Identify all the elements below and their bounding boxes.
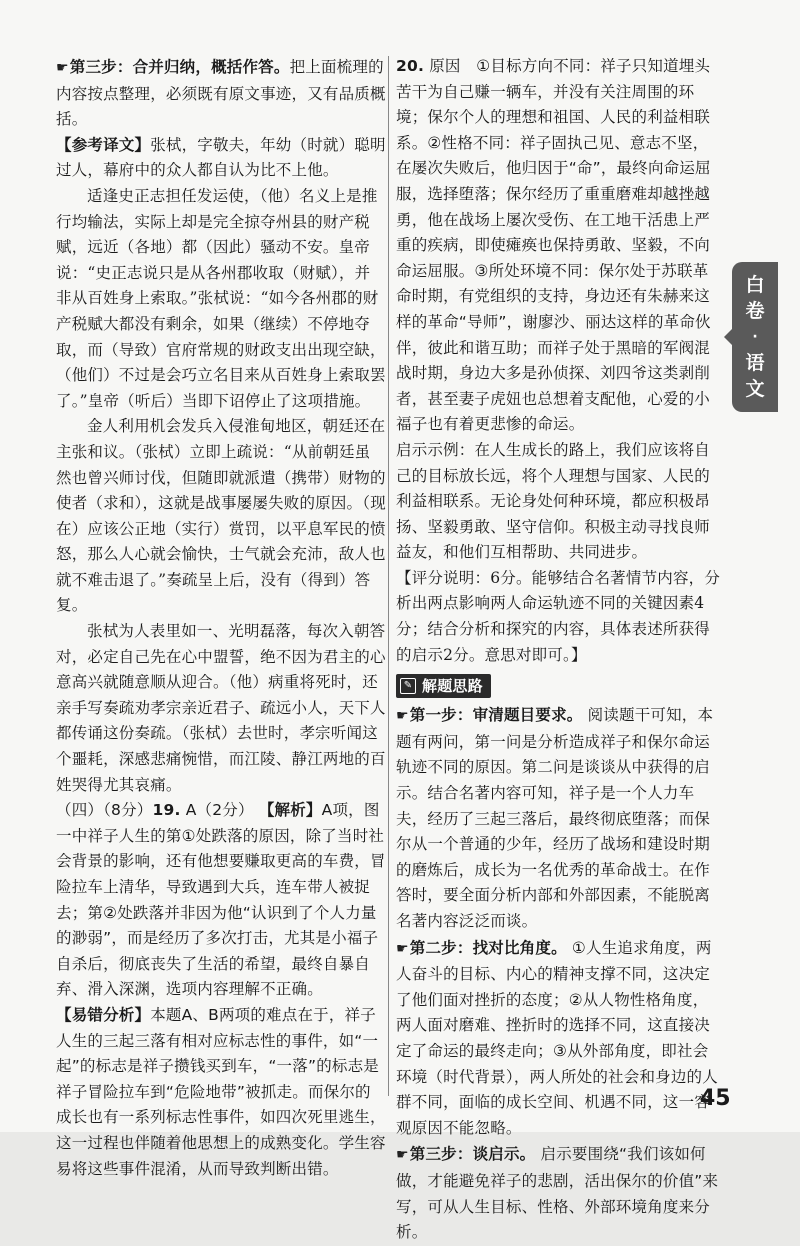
q19-answer: A（2分） [185, 801, 254, 820]
right-step2 [396, 935, 722, 1142]
right-column [396, 54, 722, 1246]
thinking-heading-label: 解题思路 [422, 677, 483, 696]
right-step1-label: 第一步：审清题目要求。 [409, 705, 583, 725]
score-note: 【评分说明：6分。能够结合名著情节内容，分析出两点影响两人命运轨迹不同的关键因素4分；结合分析和探究的内容，具体表述所获得的启示2分。意思对即可。】 [396, 568, 721, 664]
q19-number: 19. [152, 801, 181, 820]
hand-pointing-icon: ☛ [396, 1147, 409, 1164]
error-analysis-label: 【易错分析】 [56, 1005, 151, 1024]
right-step1-text: 阅读题干可知，本题有两问，第一问是分析造成祥子和保尔命运轨迹不同的原因。第二问是谈谈从中获得的启示。结合名著内容可知，祥子是一个人力车夫，经历了三起三落后，最终彻底堕落；而保尔从一个普通的少年，经历了战场和建设时期的磨炼后，成长为一名优秀的革命战士。在作答时，要全面分析内部和外部因素，不能脱离名著内容泛泛而谈。 [396, 706, 714, 930]
hand-pointing-icon: ☛ [56, 60, 69, 76]
side-tab-dot: · [752, 329, 758, 345]
side-tab-char-3: 语 [745, 352, 765, 374]
translation-p1-text: 张栻，字敬夫，年幼（时就）聪明过人，幕府中的众人都自认为比不上他。 [56, 135, 386, 180]
question-19 [56, 798, 386, 1003]
translation-p4: 张栻为人表里如一、光明磊落，每次入朝答对，必定自己先在心中盟誓，绝不因为君主的心意高兴就随意顺从迎合。（他）病重将死时，还亲手写奏疏劝孝宗亲近君子、疏远小人，天下人都传诵这份奏疏。（张栻）去世时，孝宗听闻这个噩耗，深感悲痛惋惜，而江陵、静江两地的百姓哭得尤其哀痛。 [56, 622, 386, 794]
translation-label: 【参考译文】 [56, 135, 151, 154]
left-step3-text: 把上面梳理的内容按点整理，必须既有原文事迹，又有品质概括。 [56, 58, 386, 129]
side-tab-char-1: 白 [745, 274, 765, 296]
hand-pointing-icon: ☛ [396, 940, 409, 957]
thinking-heading [396, 674, 491, 698]
left-step3 [56, 54, 386, 133]
right-step3-text: 启示要围绕“我们该如何做，才能避免祥子的悲剧，活出保尔的价值”来写，可从人生目标、性格、外部环境角度来分析。 [396, 1145, 719, 1242]
right-step3 [396, 1141, 722, 1245]
right-step1 [396, 702, 722, 934]
page-number: 45 [700, 1086, 731, 1111]
inspiration-example: 启示示例：在人生成长的路上，我们应该将自己的目标放长远，将个人理想与国家、人民的利益相联系。无论身处何种环境，都应积极昂扬、坚毅勇敢、坚守信仰。积极主动寻找良师益友，和他们互相帮助、共同进步。 [396, 440, 711, 562]
right-step2-label: 第二步：找对比角度。 [409, 937, 567, 957]
tab-arrow-icon [724, 328, 733, 346]
pencil-note-icon: ✎ [400, 678, 416, 694]
translation-p1 [56, 133, 386, 184]
right-step2-text: ①人生追求角度，两人奋斗的目标、内心的精神支撑不同，这决定了他们面对挫折的态度；②从人物性格角度，两人面对磨难、挫折时的选择不同，这直接决定了命运的最终走向；③从外部角度，即社会环境（时代背景），两人所处的社会和身边的人群不同，面临的成长空间、机遇不同，这一客观原因不能忽略。 [396, 938, 718, 1137]
analysis-label: 【解析】 [258, 801, 322, 820]
left-column [56, 54, 386, 1182]
translation-p2: 适逢史正志担任发运使，（他）名义上是推行均输法，实际上却是完全掠夺州县的财产税赋，远近（各地）都（因此）骚动不安。皇帝说：“史正志说只是从各州郡收取（财赋），并非从百姓身上索取。”张栻说：“如今各州郡的财产税赋大都没有剩余，如果（继续）不停地夺取，而（导致）官府常规的财政支出出现空缺，（他们）不过是会巧立名目来从百姓身上索取罢了。”皇帝（听后）当即下诏停止了这项措施。 [56, 186, 386, 410]
question-20 [396, 54, 722, 438]
column-divider [388, 56, 389, 1096]
section-label: （四）（8分） [56, 801, 153, 820]
hand-pointing-icon: ☛ [396, 708, 409, 725]
q19-analysis-text: A项，图一中祥子人生的第①处跌落的原因，除了当时社会背景的影响，还有他想要赚取更高的车费，冒险拉车上清华，导致遇到大兵，连车带人被捉去；第②处跌落并非因为他“认识到了个人力量的渺弱”，而是经历了多次打击，尤其是小福子自杀后，彻底丧失了生活的希望，最终自暴自弃、滑入深渊，选项内容理解不正确。 [56, 801, 386, 999]
error-analysis [56, 1003, 386, 1182]
q20-answer-text: 原因 ①目标方向不同：祥子只知道埋头苦干为自己赚一辆车，并没有关注周围的环境；保尔个人的理想和祖国、人民的利益相联系。②性格不同：祥子固执己见、意志不坚，在屡次失败后，他归因于“命”，最终向命运屈服，选择堕落；保尔经历了重重磨难却越挫越勇，他在战场上屡次受伤、在工地干活患上严重的疾病，即使瘫痪也保持勇敢、坚毅，不向命运屈服。③所处环境不同：保尔处于苏联革命时期，有党组织的支持，身边还有朱赫来这样的革命“导师”，谢廖沙、丽达这样的革命伙伴，彼此和谐互助；而祥子处于黑暗的军阀混战时期，身边大多是孙侦探、刘四爷这类剥削者，甚至妻子虎妞也总想着支配他，心爱的小福子也有着更悲惨的命运。 [396, 57, 711, 434]
error-analysis-text: 本题A、B两项的难点在于，祥子人生的三起三落有相对应标志性的事件，如“一起”的标志是祥子攒钱买到车，“一落”的标志是祥子冒险拉车到“危险地带”被抓走。而保尔的成长也有一系列标志性事件，如四次死里逃生，这一过程也伴随着他思想上的成熟变化。学生容易将这些事件混淆，从而导致判断出错。 [56, 1005, 386, 1178]
left-step3-label: 第三步：合并归纳，概括作答。 [69, 57, 290, 76]
right-step3-label: 第三步：谈启示。 [409, 1144, 536, 1164]
q20-number: 20. [396, 57, 425, 75]
side-tab-char-4: 文 [745, 378, 765, 400]
side-tab-char-2: 卷 [745, 300, 765, 322]
subject-side-tab [732, 262, 778, 412]
translation-p3: 金人利用机会发兵入侵淮甸地区，朝廷还在主张和议。（张栻）立即上疏说：“从前朝廷虽然也曾兴师讨伐，但随即就派遣（携带）财物的使者（求和），这就是战事屡屡失败的原因。（现在）应该公正地（实行）赏罚，以平息军民的愤怒，那么人心就会愉快，士气就会充沛，敌人也就不难击退了。”奏疏呈上后，没有（得到）答复。 [56, 417, 386, 615]
